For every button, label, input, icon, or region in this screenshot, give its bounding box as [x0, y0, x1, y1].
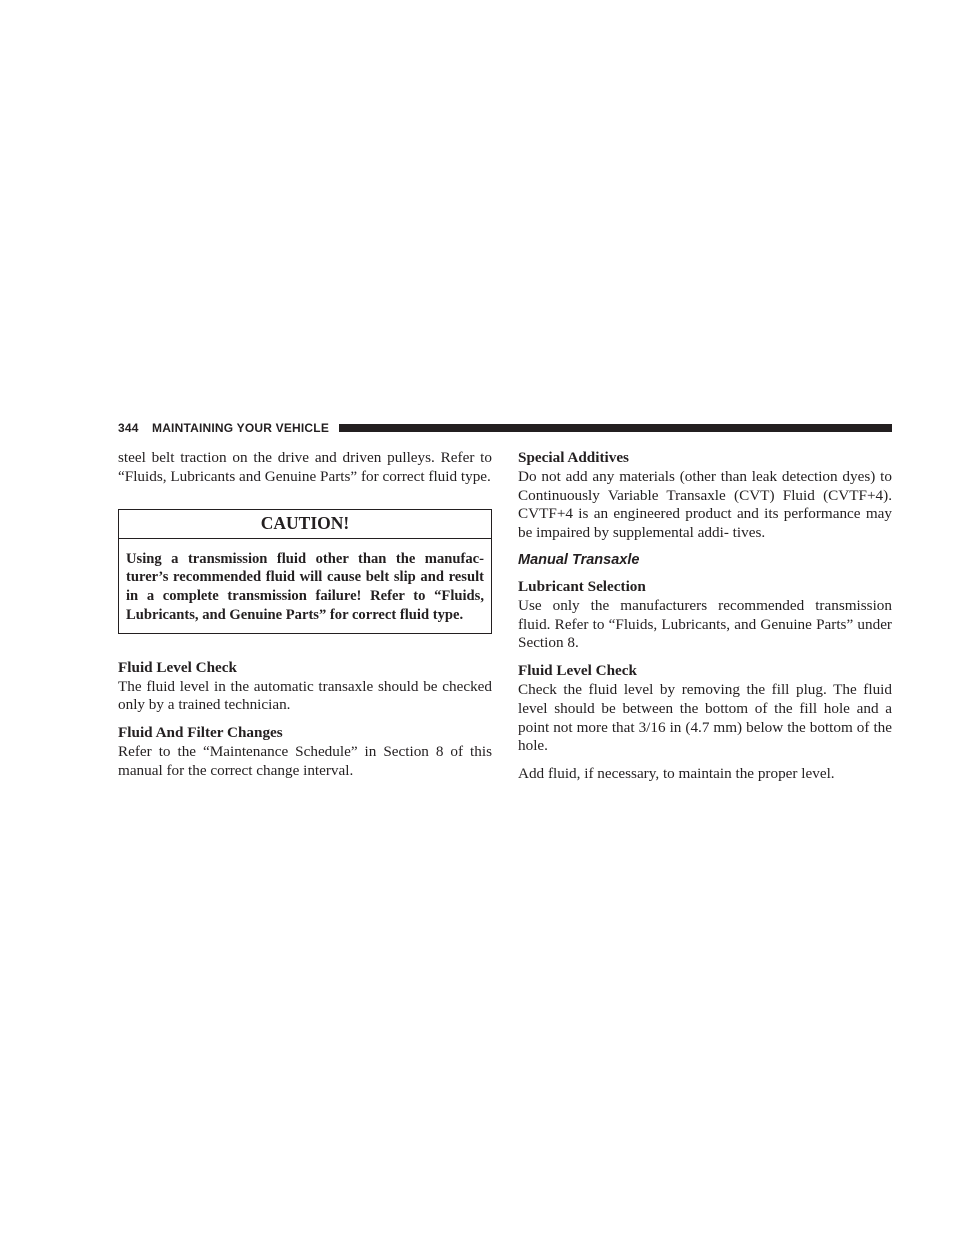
- manual-transaxle-heading: Manual Transaxle: [518, 551, 640, 568]
- header-rule: [339, 424, 892, 432]
- special-additives-text: Do not add any materials (other than leak detection dyes) to Continuously Variable Transaxle (CVT) Fluid (CVTF+4). CVTF+4 is an engineered product and its performance may be impaired by supplemental addi- tives.: [518, 467, 892, 542]
- page-header: [118, 419, 892, 437]
- left-column: [118, 449, 492, 781]
- lubricant-selection-heading: Lubricant Selection: [518, 577, 646, 595]
- right-column: [518, 449, 892, 784]
- special-additives-heading: Special Additives: [518, 449, 629, 466]
- fluid-filter-changes-heading: Fluid And Filter Changes: [118, 724, 283, 742]
- section-title: MAINTAINING YOUR VEHICLE: [152, 421, 330, 435]
- lubricant-selection-text: Use only the manufacturers recommended transmission fluid. Refer to “Fluids, Lubricants, and Genuine Parts” under Section 8.: [518, 596, 892, 652]
- fluid-filter-changes-text: Refer to the “Maintenance Schedule” in Section 8 of this manual for the correct change interval.: [118, 742, 492, 779]
- page-number: 344: [118, 421, 139, 435]
- fluid-level-check-manual-text: Check the fluid level by removing the fill plug. The fluid level should be between the bottom of the fill hole and a point not more that 3/16 in (4.7 mm) below the bottom of the hole.: [518, 680, 892, 755]
- fluid-level-check-manual-heading: Fluid Level Check: [518, 662, 637, 680]
- caution-body: Using a transmission fluid other than the manufac- turer’s recommended fluid will cause belt slip and result in a complete transmission failure! Refer to “Fluids, Lubricants, and Genuine Parts” for correct fluid type.: [126, 550, 484, 623]
- caution-title: CAUTION!: [119, 510, 491, 539]
- caution-box: [118, 509, 492, 634]
- fluid-level-check-heading: Fluid Level Check: [118, 658, 237, 676]
- fluid-level-check-text: The fluid level in the automatic transaxle should be checked only by a trained technician.: [118, 677, 492, 714]
- intro-paragraph: steel belt traction on the drive and driven pulleys. Refer to “Fluids, Lubricants and Genuine Parts” for correct fluid type.: [118, 449, 492, 485]
- add-fluid-text: Add fluid, if necessary, to maintain the proper level.: [518, 765, 835, 783]
